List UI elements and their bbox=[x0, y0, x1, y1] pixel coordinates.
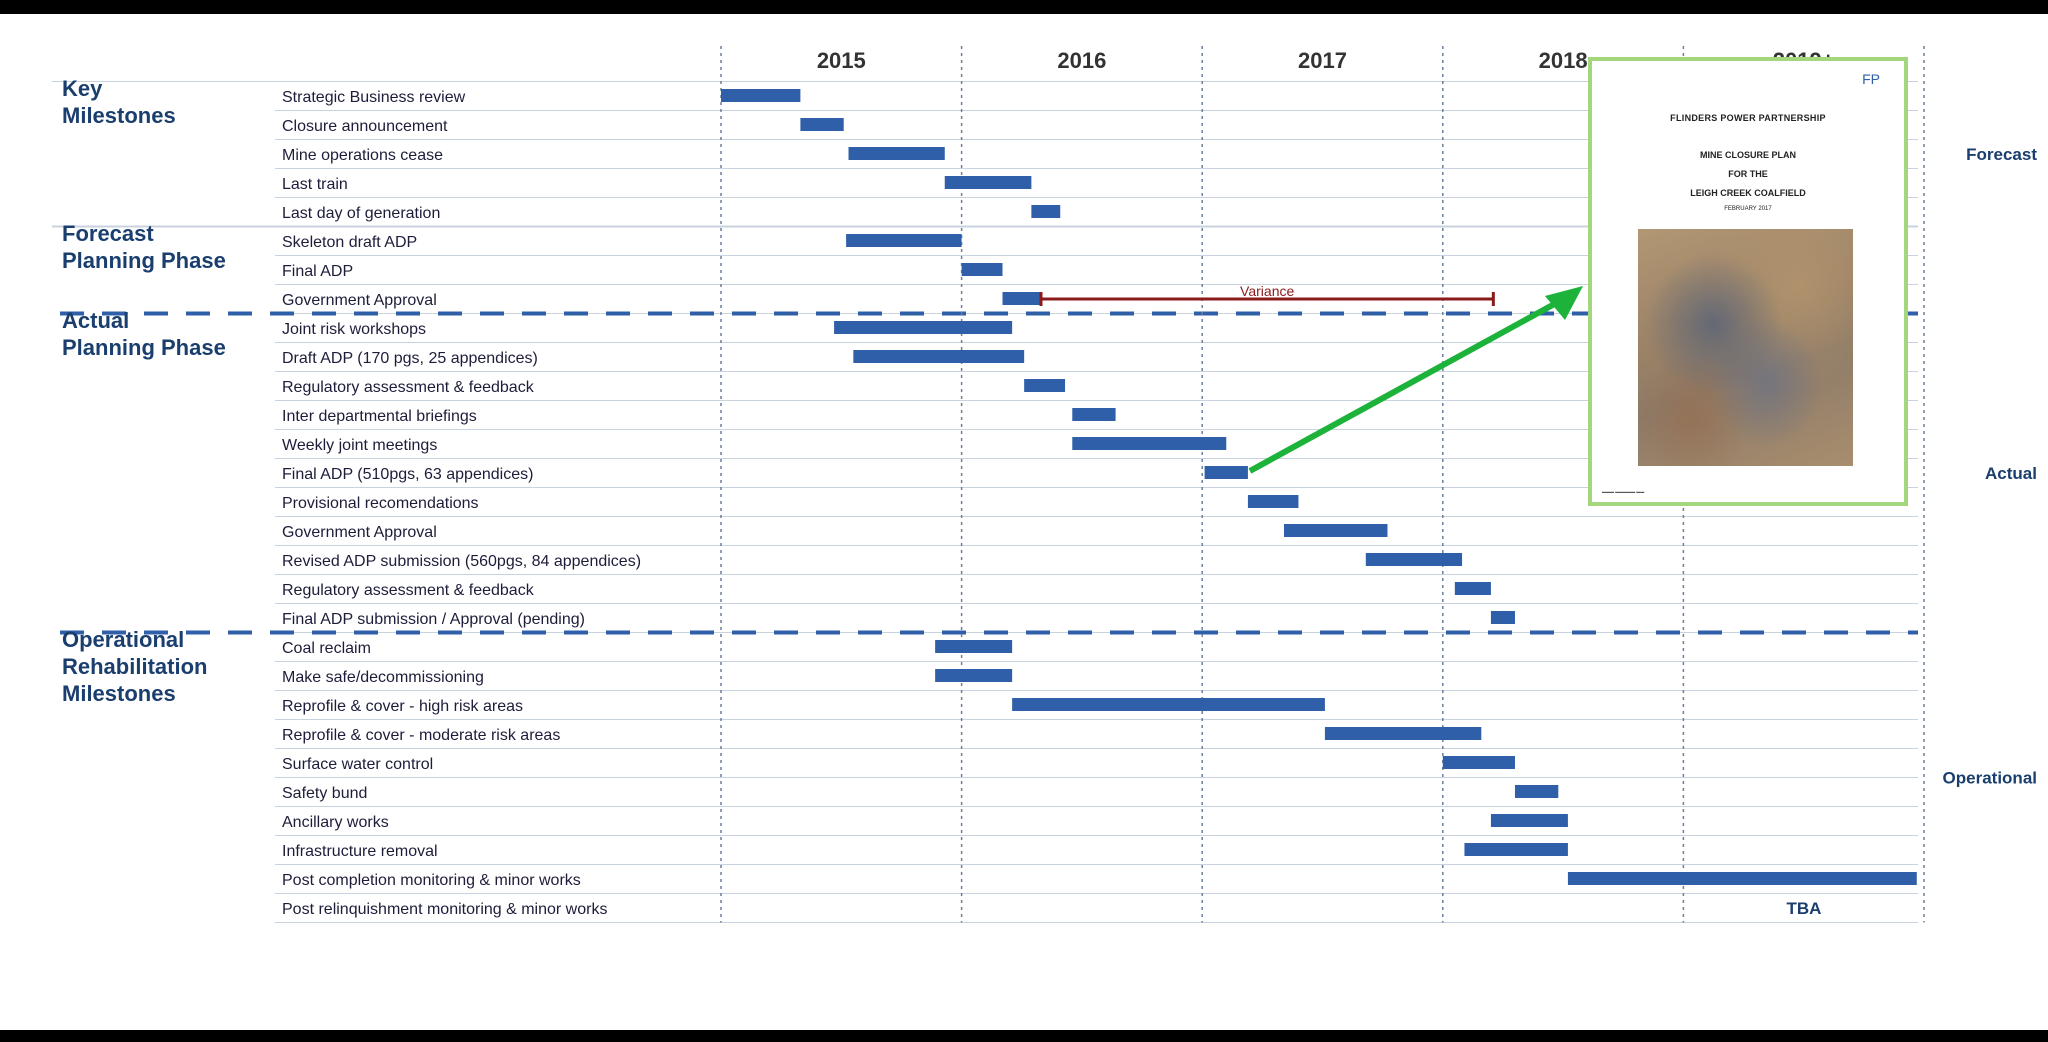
task-bar bbox=[1325, 727, 1481, 740]
task-bar bbox=[1515, 785, 1558, 798]
group-label: Milestones bbox=[62, 103, 176, 128]
task-label: Regulatory assessment & feedback bbox=[282, 582, 534, 599]
task-label: Last day of generation bbox=[282, 205, 441, 222]
task-bar bbox=[1491, 611, 1515, 624]
document-footer: ▬▬▬ ▬▬▬▬▬ ▬▬ bbox=[1602, 489, 1645, 494]
task-bar bbox=[1072, 437, 1226, 450]
task-label: Strategic Business review bbox=[282, 89, 466, 106]
task-bar bbox=[1464, 843, 1567, 856]
document-organisation: FLINDERS POWER PARTNERSHIP bbox=[1670, 113, 1826, 123]
year-label: 2017 bbox=[1298, 48, 1347, 73]
task-label: Reprofile & cover - moderate risk areas bbox=[282, 727, 561, 744]
task-label: Safety bund bbox=[282, 785, 368, 802]
task-bar bbox=[935, 640, 1012, 653]
task-label: Ancillary works bbox=[282, 814, 389, 831]
task-bar bbox=[1012, 698, 1325, 711]
document-date: FEBRUARY 2017 bbox=[1724, 206, 1772, 212]
task-bar bbox=[721, 89, 800, 102]
task-bar bbox=[849, 147, 945, 160]
side-label: Actual bbox=[1985, 464, 2037, 483]
task-label: Post completion monitoring & minor works bbox=[282, 872, 581, 889]
task-label: Government Approval bbox=[282, 292, 437, 309]
task-bar bbox=[834, 321, 1012, 334]
variance-label: Variance bbox=[1240, 283, 1295, 299]
task-label: Mine operations cease bbox=[282, 147, 443, 164]
task-label: Draft ADP (170 pgs, 25 appendices) bbox=[282, 350, 538, 367]
task-bar bbox=[945, 176, 1032, 189]
document-title-line-3: LEIGH CREEK COALFIELD bbox=[1690, 188, 1806, 198]
task-label: Reprofile & cover - high risk areas bbox=[282, 698, 523, 715]
group-label: Key bbox=[62, 76, 103, 101]
group-label: Rehabilitation bbox=[62, 654, 208, 679]
task-label: Closure announcement bbox=[282, 118, 448, 135]
task-label: Revised ADP submission (560pgs, 84 appendices) bbox=[282, 553, 642, 570]
task-label: Final ADP bbox=[282, 263, 354, 280]
task-bar bbox=[1455, 582, 1491, 595]
task-label: Infrastructure removal bbox=[282, 843, 438, 860]
year-label: 2018 bbox=[1538, 48, 1588, 73]
task-label: Skeleton draft ADP bbox=[282, 234, 418, 251]
group-label: Planning Phase bbox=[62, 335, 226, 360]
task-bar bbox=[800, 118, 843, 131]
task-bar bbox=[1003, 292, 1041, 305]
task-label: Make safe/decommissioning bbox=[282, 669, 484, 686]
task-label: Surface water control bbox=[282, 756, 434, 773]
task-bar bbox=[1248, 495, 1299, 508]
group-label: Milestones bbox=[62, 681, 176, 706]
group-label: Actual bbox=[62, 308, 130, 333]
tba-label: TBA bbox=[1786, 899, 1822, 918]
task-label: Inter departmental briefings bbox=[282, 408, 477, 425]
task-label: Regulatory assessment & feedback bbox=[282, 379, 534, 396]
task-bar bbox=[1031, 205, 1060, 218]
task-bar bbox=[1366, 553, 1462, 566]
task-bar bbox=[1491, 814, 1568, 827]
task-label: Post relinquishment monitoring & minor works bbox=[282, 901, 608, 918]
task-bar bbox=[962, 263, 1003, 276]
group-label: Planning Phase bbox=[62, 248, 226, 273]
side-label: Operational bbox=[1942, 768, 2037, 788]
task-label: Provisional recomendations bbox=[282, 495, 479, 512]
group-label: Forecast bbox=[62, 221, 154, 246]
task-bar bbox=[1205, 466, 1248, 479]
task-bar bbox=[1284, 524, 1387, 537]
year-label: 2016 bbox=[1057, 48, 1107, 73]
task-bar bbox=[1443, 756, 1515, 769]
year-label: 2015 bbox=[816, 48, 866, 73]
document-title-line-2: FOR THE bbox=[1728, 169, 1768, 179]
side-label: Forecast bbox=[1966, 145, 2037, 164]
document-title-line-1: MINE CLOSURE PLAN bbox=[1699, 150, 1796, 160]
task-label: Final ADP submission / Approval (pending) bbox=[282, 611, 585, 628]
task-label: Coal reclaim bbox=[282, 640, 371, 657]
task-bar bbox=[1568, 872, 1917, 885]
task-label: Weekly joint meetings bbox=[282, 437, 438, 454]
task-label: Joint risk workshops bbox=[282, 321, 427, 338]
document-logo: FP bbox=[1862, 71, 1880, 87]
task-label: Last train bbox=[282, 176, 348, 193]
document-cover-photo bbox=[1638, 229, 1853, 466]
task-bar bbox=[846, 234, 961, 247]
task-label: Final ADP (510pgs, 63 appendices) bbox=[282, 466, 534, 483]
task-label: Government Approval bbox=[282, 524, 437, 541]
document-cover-inset bbox=[1588, 57, 1908, 506]
group-label: Operational bbox=[62, 627, 185, 652]
task-bar bbox=[935, 669, 1012, 682]
task-bar bbox=[1072, 408, 1115, 421]
task-bar bbox=[853, 350, 1024, 363]
task-bar bbox=[1024, 379, 1065, 392]
